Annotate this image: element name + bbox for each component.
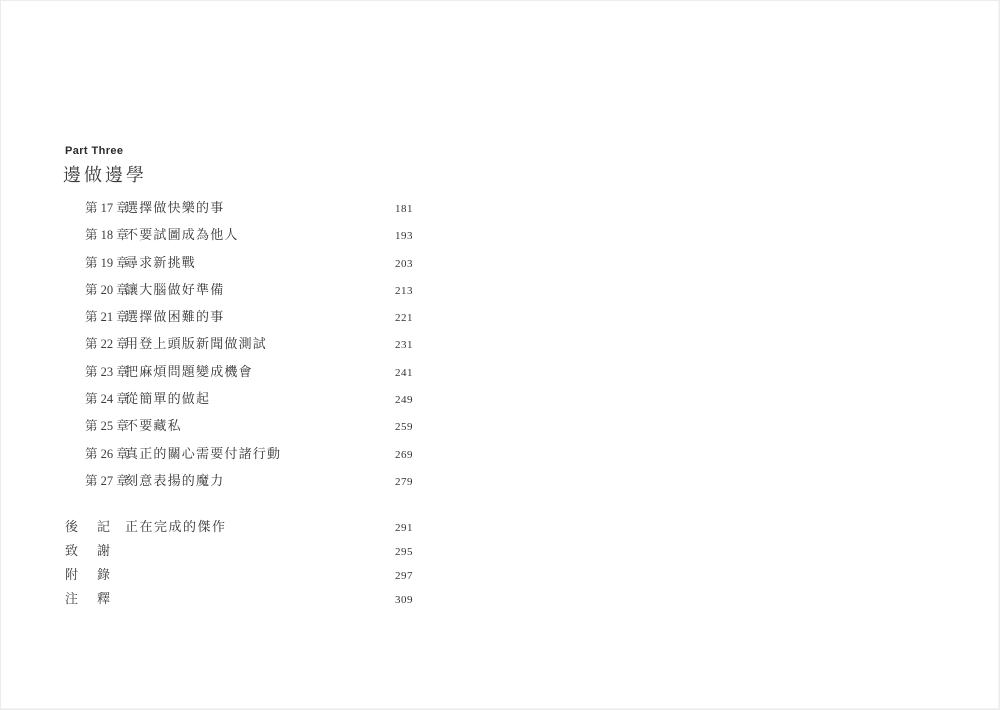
chapter-title: 不要試圖成為他人 bbox=[125, 227, 239, 243]
part-label: Part Three bbox=[65, 145, 124, 157]
chapter-number: 第 27 章 bbox=[85, 473, 129, 488]
chapter-page-number: 213 bbox=[395, 284, 413, 297]
toc-chapter-row bbox=[85, 227, 430, 254]
chapter-title: 選擇做快樂的事 bbox=[125, 200, 225, 215]
backmatter-page-number: 295 bbox=[395, 545, 413, 558]
chapter-page-number: 269 bbox=[395, 448, 413, 461]
backmatter-list bbox=[65, 519, 430, 615]
chapter-page-number: 203 bbox=[395, 257, 413, 270]
chapter-number: 第 18 章 bbox=[85, 228, 129, 243]
chapter-number: 第 23 章 bbox=[85, 364, 129, 379]
toc-backmatter-row bbox=[65, 567, 430, 591]
chapter-title: 把麻煩問題變成機會 bbox=[125, 363, 253, 379]
chapter-number: 第 24 章 bbox=[85, 392, 129, 407]
toc-chapter-row bbox=[85, 446, 430, 473]
chapter-title: 讓大腦做好準備 bbox=[125, 281, 225, 297]
chapter-number: 第 17 章 bbox=[85, 201, 129, 215]
chapter-number: 第 25 章 bbox=[85, 419, 129, 434]
toc-chapter-row bbox=[85, 255, 430, 282]
toc-chapter-row bbox=[85, 309, 430, 336]
chapter-title: 真正的關心需要付諸行動 bbox=[125, 445, 282, 461]
chapter-title: 用登上頭版新聞做測試 bbox=[125, 336, 268, 352]
toc-chapter-row bbox=[85, 336, 430, 363]
chapter-list bbox=[85, 200, 430, 500]
section-title: 邊做邊學 bbox=[63, 165, 147, 185]
chapter-page-number: 181 bbox=[395, 203, 413, 215]
backmatter-page-number: 297 bbox=[395, 569, 413, 582]
chapter-page-number: 221 bbox=[395, 312, 413, 325]
chapter-page-number: 249 bbox=[395, 394, 413, 407]
chapter-title: 刻意表揚的魔力 bbox=[125, 472, 225, 488]
chapter-page-number: 259 bbox=[395, 421, 413, 434]
chapter-title: 不要藏私 bbox=[125, 418, 182, 434]
toc-chapter-row bbox=[85, 473, 430, 500]
toc-chapter-row bbox=[85, 282, 430, 309]
toc-backmatter-row bbox=[65, 543, 430, 567]
backmatter-page-number: 291 bbox=[395, 522, 413, 534]
chapter-title: 尋求新挑戰 bbox=[125, 254, 197, 270]
chapter-title: 選擇做困難的事 bbox=[125, 309, 225, 325]
backmatter-label: 附 錄 bbox=[65, 566, 114, 582]
backmatter-title: 正在完成的傑作 bbox=[125, 519, 227, 534]
toc-chapter-row bbox=[85, 200, 430, 227]
chapter-page-number: 279 bbox=[395, 475, 413, 488]
toc-chapter-row bbox=[85, 391, 430, 418]
chapter-page-number: 193 bbox=[395, 230, 413, 243]
backmatter-label: 致 謝 bbox=[65, 542, 114, 558]
chapter-number: 第 22 章 bbox=[85, 337, 129, 352]
backmatter-label: 注 釋 bbox=[65, 590, 114, 606]
chapter-number: 第 26 章 bbox=[85, 446, 129, 461]
chapter-number: 第 19 章 bbox=[85, 255, 129, 270]
toc-chapter-row bbox=[85, 418, 430, 445]
backmatter-label: 後 記 bbox=[65, 519, 114, 534]
chapter-number: 第 21 章 bbox=[85, 310, 129, 325]
toc-backmatter-row bbox=[65, 519, 430, 543]
chapter-title: 從簡單的做起 bbox=[125, 391, 211, 407]
toc-chapter-row bbox=[85, 364, 430, 391]
chapter-page-number: 231 bbox=[395, 339, 413, 352]
chapter-number: 第 20 章 bbox=[85, 282, 129, 297]
backmatter-page-number: 309 bbox=[395, 593, 413, 606]
chapter-page-number: 241 bbox=[395, 366, 413, 379]
toc-backmatter-row bbox=[65, 591, 430, 615]
